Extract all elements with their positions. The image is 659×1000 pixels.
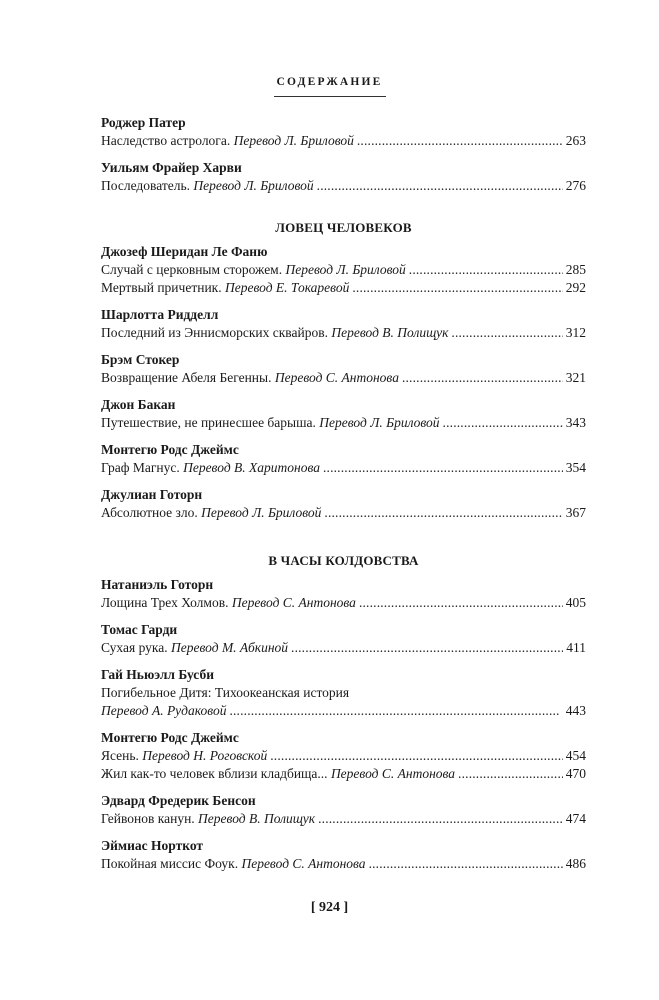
entry-title: Путешествие, не принесшее барыша.	[101, 415, 316, 430]
entry-page: 443	[565, 703, 586, 718]
toc-entry[interactable]	[101, 132, 586, 150]
toc-author: Монтегю Родс Джеймс	[101, 730, 239, 745]
toc-author: Джон Бакан	[101, 397, 176, 412]
entry-translator: Перевод Л. Бриловой	[201, 505, 322, 520]
table-of-contents	[101, 114, 586, 873]
toc-entry[interactable]	[101, 765, 586, 783]
dot-leader	[317, 177, 563, 195]
toc-author: Роджер Патер	[101, 115, 186, 130]
entry-page: 312	[565, 325, 586, 340]
dot-leader	[443, 414, 563, 432]
header-divider	[274, 96, 386, 97]
entry-title[interactable]: Погибельное Дитя: Тихоокеанская история	[101, 685, 350, 700]
toc-entry[interactable]	[101, 261, 586, 279]
toc-author: Гай Ньюэлл Бусби	[101, 667, 214, 682]
dot-leader	[270, 747, 563, 765]
entry-translator: Перевод С. Антонова	[231, 595, 356, 610]
toc-entry[interactable]	[101, 459, 586, 477]
entry-translator: Перевод Н. Роговской	[142, 748, 268, 763]
entry-title: Сухая рука.	[101, 640, 168, 655]
section-heading: ЛОВЕЦ ЧЕЛОВЕКОВ	[275, 220, 412, 235]
entry-translator: Перевод В. Полищук	[331, 325, 449, 340]
entry-page: 367	[565, 505, 586, 520]
dot-leader	[323, 459, 563, 477]
toc-entry[interactable]	[101, 177, 586, 195]
dot-leader	[291, 639, 563, 657]
entry-title: Ясень.	[101, 748, 139, 763]
dot-leader	[409, 261, 563, 279]
toc-author: Джозеф Шеридан Ле Фаню	[101, 244, 268, 259]
page-number: [ 924 ]	[310, 900, 349, 915]
entry-title: Покойная миссис Фоук.	[101, 856, 239, 871]
entry-title: Гейвонов канун.	[101, 811, 195, 826]
dot-leader	[369, 855, 563, 873]
entry-translator: Перевод М. Абкиной	[171, 640, 289, 655]
dot-leader	[451, 324, 562, 342]
toc-entry[interactable]	[101, 594, 586, 612]
toc-author: Эдвард Фредерик Бенсон	[101, 793, 256, 808]
entry-title: Возвращение Абеля Бегенны.	[101, 370, 272, 385]
entry-title: Лощина Трех Холмов.	[101, 595, 229, 610]
toc-author: Джулиан Готорн	[101, 487, 203, 502]
entry-page: 292	[565, 280, 586, 295]
toc-entry[interactable]	[101, 747, 586, 765]
entry-page: 263	[565, 133, 586, 148]
toc-entry[interactable]	[101, 414, 586, 432]
dot-leader	[357, 132, 563, 150]
entry-title: Последователь.	[101, 178, 190, 193]
entry-translator: Перевод А. Рудаковой	[101, 703, 227, 718]
dot-leader	[458, 765, 563, 783]
dot-leader	[229, 702, 562, 720]
entry-translator: Перевод В. Полищук	[198, 811, 316, 826]
dot-leader	[402, 369, 563, 387]
entry-title: Случай с церковным сторожем.	[101, 262, 283, 277]
entry-translator: Перевод С. Антонова	[241, 856, 366, 871]
toc-author: Монтегю Родс Джеймс	[101, 442, 239, 457]
toc-author: Уильям Фрайер Харви	[101, 160, 242, 175]
toc-entry[interactable]	[101, 369, 586, 387]
entry-translator: Перевод Л. Бриловой	[285, 262, 406, 277]
section-heading: В ЧАСЫ КОЛДОВСТВА	[268, 553, 419, 568]
entry-title: Мертвый причетник.	[101, 280, 222, 295]
entry-page: 486	[565, 856, 586, 871]
entry-title: Последний из Эннисморских сквайров.	[101, 325, 328, 340]
entry-title: Абсолютное зло.	[101, 505, 198, 520]
running-header	[0, 76, 659, 97]
toc-author: Натаниэль Готорн	[101, 577, 214, 592]
toc-author: Шарлотта Ридделл	[101, 307, 219, 322]
toc-entry[interactable]	[101, 810, 586, 828]
dot-leader	[318, 810, 563, 828]
entry-page: 454	[565, 748, 586, 763]
entry-page: 276	[565, 178, 586, 193]
entry-title: Наследство астролога.	[101, 133, 231, 148]
entry-page: 470	[565, 766, 586, 781]
entry-title: Граф Магнус.	[101, 460, 180, 475]
entry-translator: Перевод С. Антонова	[274, 370, 399, 385]
toc-entry[interactable]	[101, 279, 586, 297]
dot-leader	[352, 279, 562, 297]
entry-translator: Перевод Л. Бриловой	[233, 133, 354, 148]
entry-page: 411	[566, 640, 586, 655]
dot-leader	[359, 594, 563, 612]
entry-page: 321	[565, 370, 586, 385]
toc-entry[interactable]	[101, 855, 586, 873]
page-title: СОДЕРЖАНИЕ	[276, 76, 383, 88]
toc-author: Брэм Стокер	[101, 352, 180, 367]
dot-leader	[324, 504, 562, 522]
toc-author: Эймиас Норткот	[101, 838, 204, 853]
entry-page: 474	[565, 811, 586, 826]
entry-page: 343	[565, 415, 586, 430]
entry-translator: Перевод В. Харитонова	[183, 460, 320, 475]
toc-entry[interactable]	[101, 324, 586, 342]
entry-title: Жил как-то человек вблизи кладбища...	[101, 766, 328, 781]
entry-page: 405	[565, 595, 586, 610]
toc-entry[interactable]	[101, 639, 586, 657]
toc-entry[interactable]	[101, 504, 586, 522]
toc-entry[interactable]	[101, 702, 586, 720]
entry-translator: Перевод Л. Бриловой	[193, 178, 314, 193]
entry-translator: Перевод Е. Токаревой	[224, 280, 350, 295]
entry-page: 354	[565, 460, 586, 475]
entry-translator: Перевод С. Антонова	[330, 766, 456, 781]
entry-page: 285	[565, 262, 586, 277]
toc-author: Томас Гарди	[101, 622, 178, 637]
entry-translator: Перевод Л. Бриловой	[319, 415, 440, 430]
